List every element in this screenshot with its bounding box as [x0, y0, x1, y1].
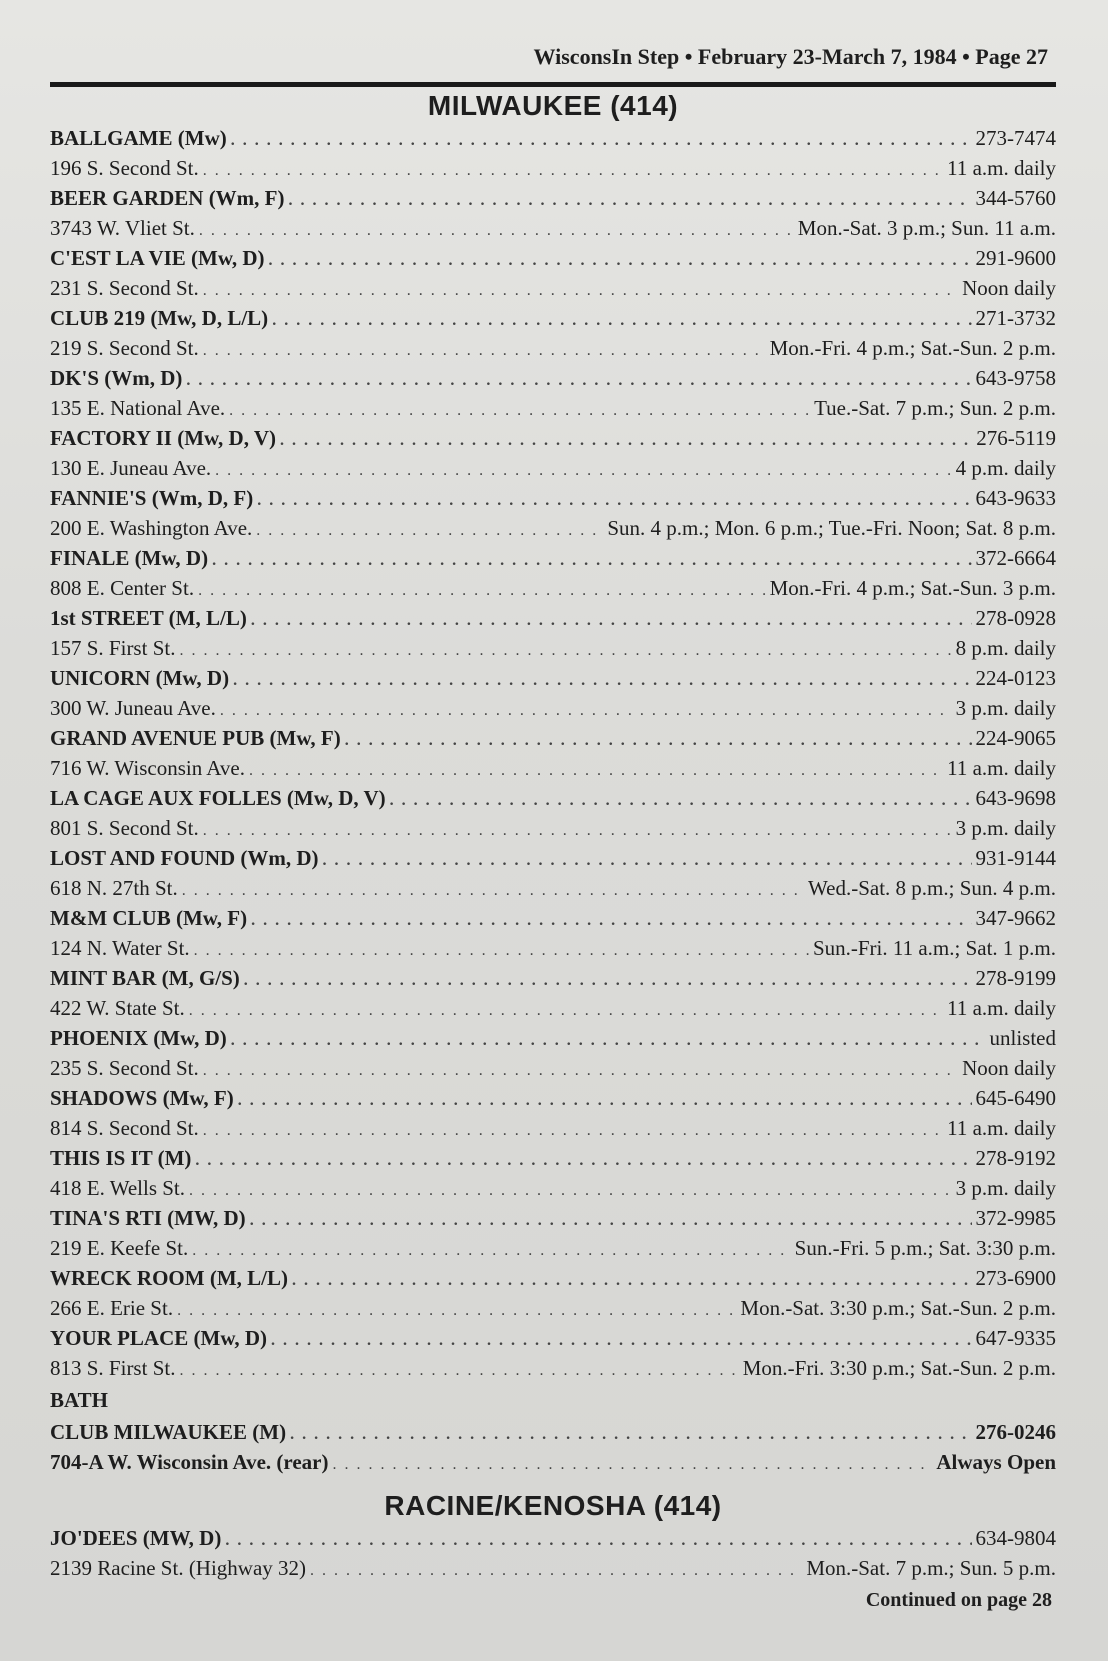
leader-dots — [199, 216, 794, 246]
leader-dots — [215, 456, 952, 486]
listing-entry — [50, 543, 1056, 603]
listing-name-line — [50, 1523, 1056, 1553]
listing-name-line — [50, 303, 1056, 333]
listing-hours: 11 a.m. daily — [947, 996, 1056, 1020]
listing-address-line — [50, 1353, 1056, 1383]
leader-dots — [182, 876, 804, 906]
leader-dots — [186, 366, 971, 396]
leader-dots — [177, 1296, 736, 1326]
page-header: WisconsIn Step • February 23-March 7, 1984 • Page 27 — [533, 44, 1048, 69]
listing-address-line — [50, 873, 1056, 903]
leader-dots — [289, 186, 972, 216]
listing-name-line — [50, 483, 1056, 513]
listing-address: 422 W. State St. — [50, 996, 185, 1020]
listing-address-line — [50, 393, 1056, 423]
listing-name-line — [50, 1417, 1056, 1447]
leader-dots — [203, 276, 958, 306]
listing-address-line — [50, 153, 1056, 183]
listing-address: 814 S. Second St. — [50, 1116, 199, 1140]
listing-name: YOUR PLACE (Mw, D) — [50, 1326, 267, 1350]
listing-name: 1st STREET (M, L/L) — [50, 606, 247, 630]
listing-address-line — [50, 693, 1056, 723]
listing-hours: Mon.-Fri. 4 p.m.; Sat.-Sun. 2 p.m. — [769, 336, 1056, 360]
listing-phone: 278-0928 — [975, 606, 1056, 630]
listing-address: 135 E. National Ave. — [50, 396, 226, 420]
leader-dots — [179, 636, 951, 666]
leader-dots — [203, 336, 766, 366]
listing-name: TINA'S RTI (MW, D) — [50, 1206, 246, 1230]
listing-phone: unlisted — [989, 1026, 1056, 1050]
listing-address-line — [50, 1553, 1056, 1583]
listing-phone: 634-9804 — [975, 1526, 1056, 1550]
listing-address: 808 E. Center St. — [50, 576, 195, 600]
listing-entry — [50, 663, 1056, 723]
listing-entry — [50, 723, 1056, 783]
listing-address-line — [50, 753, 1056, 783]
leader-dots — [231, 1026, 986, 1056]
listing-address: 704-A W. Wisconsin Ave. (rear) — [50, 1450, 329, 1474]
leader-dots — [250, 1206, 972, 1236]
listing-address-line — [50, 933, 1056, 963]
listing-address-line — [50, 633, 1056, 663]
leader-dots — [203, 1056, 958, 1086]
listing-phone: 278-9192 — [975, 1146, 1056, 1170]
listing-phone: 224-0123 — [975, 666, 1056, 690]
listing-name-line — [50, 723, 1056, 753]
listing-name: FANNIE'S (Wm, D, F) — [50, 486, 254, 510]
listing-address: 3743 W. Vliet St. — [50, 216, 195, 240]
leader-dots — [220, 696, 952, 726]
listing-phone: 271-3732 — [975, 306, 1056, 330]
leader-dots — [251, 906, 971, 936]
listing-name: DK'S (Wm, D) — [50, 366, 183, 390]
section-title-milwaukee: MILWAUKEE (414) — [427, 90, 679, 121]
listing-address-line — [50, 573, 1056, 603]
listing-address: 716 W. Wisconsin Ave. — [50, 756, 245, 780]
milwaukee-listings — [50, 123, 1056, 1383]
leader-dots — [203, 1116, 943, 1146]
leader-dots — [203, 816, 952, 846]
leader-dots — [212, 546, 971, 576]
bath-listing — [50, 1417, 1056, 1477]
listing-name-line — [50, 1023, 1056, 1053]
listing-address: 235 S. Second St. — [50, 1056, 199, 1080]
listing-entry — [50, 363, 1056, 423]
listing-name: FINALE (Mw, D) — [50, 546, 209, 570]
category-bath: BATH — [50, 1388, 108, 1412]
leader-dots — [189, 1176, 952, 1206]
continued-note: Continued on page 28 — [865, 1589, 1052, 1611]
listing-name-line — [50, 963, 1056, 993]
leader-dots — [280, 426, 972, 456]
listing-name-line — [50, 543, 1056, 573]
listing-address-line — [50, 453, 1056, 483]
listing-phone: 276-0246 — [975, 1420, 1056, 1444]
listing-address: 813 S. First St. — [50, 1356, 176, 1380]
listing-phone: 372-9985 — [975, 1206, 1056, 1230]
leader-dots — [225, 1526, 971, 1556]
leader-dots — [198, 576, 765, 606]
leader-dots — [269, 246, 972, 276]
listing-name: WRECK ROOM (M, L/L) — [50, 1266, 288, 1290]
listing-address: 300 W. Juneau Ave. — [50, 696, 216, 720]
listing-name: CLUB 219 (Mw, D, L/L) — [50, 306, 269, 330]
listing-phone: 645-6490 — [975, 1086, 1056, 1110]
listing-entry — [50, 243, 1056, 303]
leader-dots — [290, 1420, 971, 1450]
listing-address-line — [50, 993, 1056, 1023]
listing-address-line — [50, 333, 1056, 363]
racine-listings — [50, 1523, 1056, 1583]
listing-phone: 643-9698 — [975, 786, 1056, 810]
leader-dots — [332, 1450, 932, 1480]
leader-dots — [257, 486, 971, 516]
listing-name-line — [50, 663, 1056, 693]
leader-dots — [345, 726, 972, 756]
listing-entry — [50, 1203, 1056, 1263]
listing-hours: Noon daily — [962, 1056, 1056, 1080]
listing-name-line — [50, 183, 1056, 213]
listing-phone: 291-9600 — [975, 246, 1056, 270]
listing-entry — [50, 1523, 1056, 1583]
listing-phone: 273-6900 — [975, 1266, 1056, 1290]
listing-address: 2139 Racine St. (Highway 32) — [50, 1556, 307, 1580]
listing-name-line — [50, 1083, 1056, 1113]
listing-address-line — [50, 513, 1056, 543]
listing-address-line — [50, 1293, 1056, 1323]
listing-address: 196 S. Second St. — [50, 156, 199, 180]
listing-hours: Sun. 4 p.m.; Mon. 6 p.m.; Tue.-Fri. Noon; Sat. 8 p.m. — [607, 516, 1056, 540]
listing-hours: Wed.-Sat. 8 p.m.; Sun. 4 p.m. — [808, 876, 1056, 900]
listing-hours: Mon.-Sat. 7 p.m.; Sun. 5 p.m. — [806, 1556, 1056, 1580]
listing-entry — [50, 1323, 1056, 1383]
listing-name-line — [50, 243, 1056, 273]
listing-name: MINT BAR (M, G/S) — [50, 966, 240, 990]
section-title-racine: RACINE/KENOSHA (414) — [384, 1490, 722, 1521]
listing-address-line — [50, 213, 1056, 243]
listing-name: C'EST LA VIE (Mw, D) — [50, 246, 265, 270]
listing-phone: 344-5760 — [975, 186, 1056, 210]
listing-address: 266 E. Erie St. — [50, 1296, 174, 1320]
listing-name-line — [50, 783, 1056, 813]
listing-address: 157 S. First St. — [50, 636, 176, 660]
leader-dots — [256, 516, 603, 546]
leader-dots — [251, 606, 972, 636]
leader-dots — [238, 1086, 972, 1116]
leader-dots — [244, 966, 972, 996]
listing-phone: 278-9199 — [975, 966, 1056, 990]
leader-dots — [233, 666, 971, 696]
listing-phone: 647-9335 — [975, 1326, 1056, 1350]
listing-name-line — [50, 1203, 1056, 1233]
listing-name-line — [50, 1143, 1056, 1173]
listing-name: BEER GARDEN (Wm, F) — [50, 186, 285, 210]
listing-hours: Mon.-Fri. 3:30 p.m.; Sat.-Sun. 2 p.m. — [742, 1356, 1056, 1380]
listing-name-line — [50, 1263, 1056, 1293]
leader-dots — [194, 936, 809, 966]
listing-hours: Noon daily — [962, 276, 1056, 300]
listing-address: 418 E. Wells St. — [50, 1176, 186, 1200]
listing-name: CLUB MILWAUKEE (M) — [50, 1420, 287, 1444]
listing-address: 130 E. Juneau Ave. — [50, 456, 212, 480]
listing-phone: 372-6664 — [975, 546, 1056, 570]
listing-hours: Tue.-Sat. 7 p.m.; Sun. 2 p.m. — [814, 396, 1056, 420]
listing-phone: 276-5119 — [976, 426, 1056, 450]
listing-name: UNICORN (Mw, D) — [50, 666, 230, 690]
leader-dots — [292, 1266, 972, 1296]
listing-address: 219 S. Second St. — [50, 336, 199, 360]
listing-name: M&M CLUB (Mw, F) — [50, 906, 248, 930]
listing-address-line — [50, 1173, 1056, 1203]
listing-phone: 643-9633 — [975, 486, 1056, 510]
listing-name-line — [50, 843, 1056, 873]
listing-hours: 11 a.m. daily — [947, 1116, 1056, 1140]
listing-entry — [50, 1083, 1056, 1143]
leader-dots — [229, 396, 810, 426]
listing-entry — [50, 483, 1056, 543]
listing-name: BALLGAME (Mw) — [50, 126, 227, 150]
listing-phone: 643-9758 — [975, 366, 1056, 390]
leader-dots — [272, 306, 971, 336]
listing-entry — [50, 963, 1056, 1023]
listing-hours: 11 a.m. daily — [947, 156, 1056, 180]
leader-dots — [179, 1356, 738, 1386]
listing-name: PHOENIX (Mw, D) — [50, 1026, 227, 1050]
listing-address-line — [50, 273, 1056, 303]
listing-address-line — [50, 813, 1056, 843]
listing-address: 219 E. Keefe St. — [50, 1236, 189, 1260]
listing-hours: Sun.-Fri. 11 a.m.; Sat. 1 p.m. — [812, 936, 1056, 960]
listing-address-line — [50, 1113, 1056, 1143]
listing-name: THIS IS IT (M) — [50, 1146, 192, 1170]
listing-name: SHADOWS (Mw, F) — [50, 1086, 234, 1110]
listing-phone: 347-9662 — [975, 906, 1056, 930]
listing-phone: 273-7474 — [975, 126, 1056, 150]
leader-dots — [249, 756, 943, 786]
listing-address: 200 E. Washington Ave. — [50, 516, 253, 540]
leader-dots — [390, 786, 972, 816]
listing-hours: 3 p.m. daily — [955, 816, 1056, 840]
listing-entry — [50, 183, 1056, 243]
listing-hours: Mon.-Fri. 4 p.m.; Sat.-Sun. 3 p.m. — [769, 576, 1056, 600]
listing-name-line — [50, 1323, 1056, 1353]
listing-hours: 3 p.m. daily — [955, 1176, 1056, 1200]
listing-entry — [50, 603, 1056, 663]
listing-address: 231 S. Second St. — [50, 276, 199, 300]
listing-entry — [50, 1143, 1056, 1203]
listing-hours: Mon.-Sat. 3:30 p.m.; Sat.-Sun. 2 p.m. — [740, 1296, 1056, 1320]
listing-hours: 3 p.m. daily — [955, 696, 1056, 720]
leader-dots — [271, 1326, 972, 1356]
listing-name: JO'DEES (MW, D) — [50, 1526, 222, 1550]
leader-dots — [192, 1236, 790, 1266]
leader-dots — [323, 846, 972, 876]
listing-address: 618 N. 27th St. — [50, 876, 178, 900]
listing-name: GRAND AVENUE PUB (Mw, F) — [50, 726, 341, 750]
listing-entry — [50, 783, 1056, 843]
listing-address-line — [50, 1447, 1056, 1477]
leader-dots — [189, 996, 943, 1026]
leader-dots — [310, 1556, 802, 1586]
listing-hours: Sun.-Fri. 5 p.m.; Sat. 3:30 p.m. — [794, 1236, 1056, 1260]
listing-hours: Always Open — [936, 1450, 1056, 1474]
listing-phone: 931-9144 — [975, 846, 1056, 870]
leader-dots — [203, 156, 943, 186]
listing-phone: 224-9065 — [975, 726, 1056, 750]
listing-name-line — [50, 903, 1056, 933]
listing-name-line — [50, 423, 1056, 453]
listing-name-line — [50, 363, 1056, 393]
listing-address: 124 N. Water St. — [50, 936, 190, 960]
leader-dots — [231, 126, 972, 156]
listing-hours: 4 p.m. daily — [955, 456, 1056, 480]
listing-name: LOST AND FOUND (Wm, D) — [50, 846, 319, 870]
listing-name: LA CAGE AUX FOLLES (Mw, D, V) — [50, 786, 386, 810]
listing-entry — [50, 903, 1056, 963]
listing-entry — [50, 303, 1056, 363]
listing-entry — [50, 1023, 1056, 1083]
listing-entry — [50, 123, 1056, 183]
listing-address: 801 S. Second St. — [50, 816, 199, 840]
listing-address-line — [50, 1233, 1056, 1263]
leader-dots — [195, 1146, 971, 1176]
listing-hours: 11 a.m. daily — [947, 756, 1056, 780]
listing-name-line — [50, 123, 1056, 153]
listing-entry — [50, 843, 1056, 903]
listing-address-line — [50, 1053, 1056, 1083]
listing-hours: 8 p.m. daily — [955, 636, 1056, 660]
listing-entry — [50, 423, 1056, 483]
listing-name: FACTORY II (Mw, D, V) — [50, 426, 276, 450]
listing-entry — [50, 1263, 1056, 1323]
listing-name-line — [50, 603, 1056, 633]
listing-hours: Mon.-Sat. 3 p.m.; Sun. 11 a.m. — [797, 216, 1056, 240]
